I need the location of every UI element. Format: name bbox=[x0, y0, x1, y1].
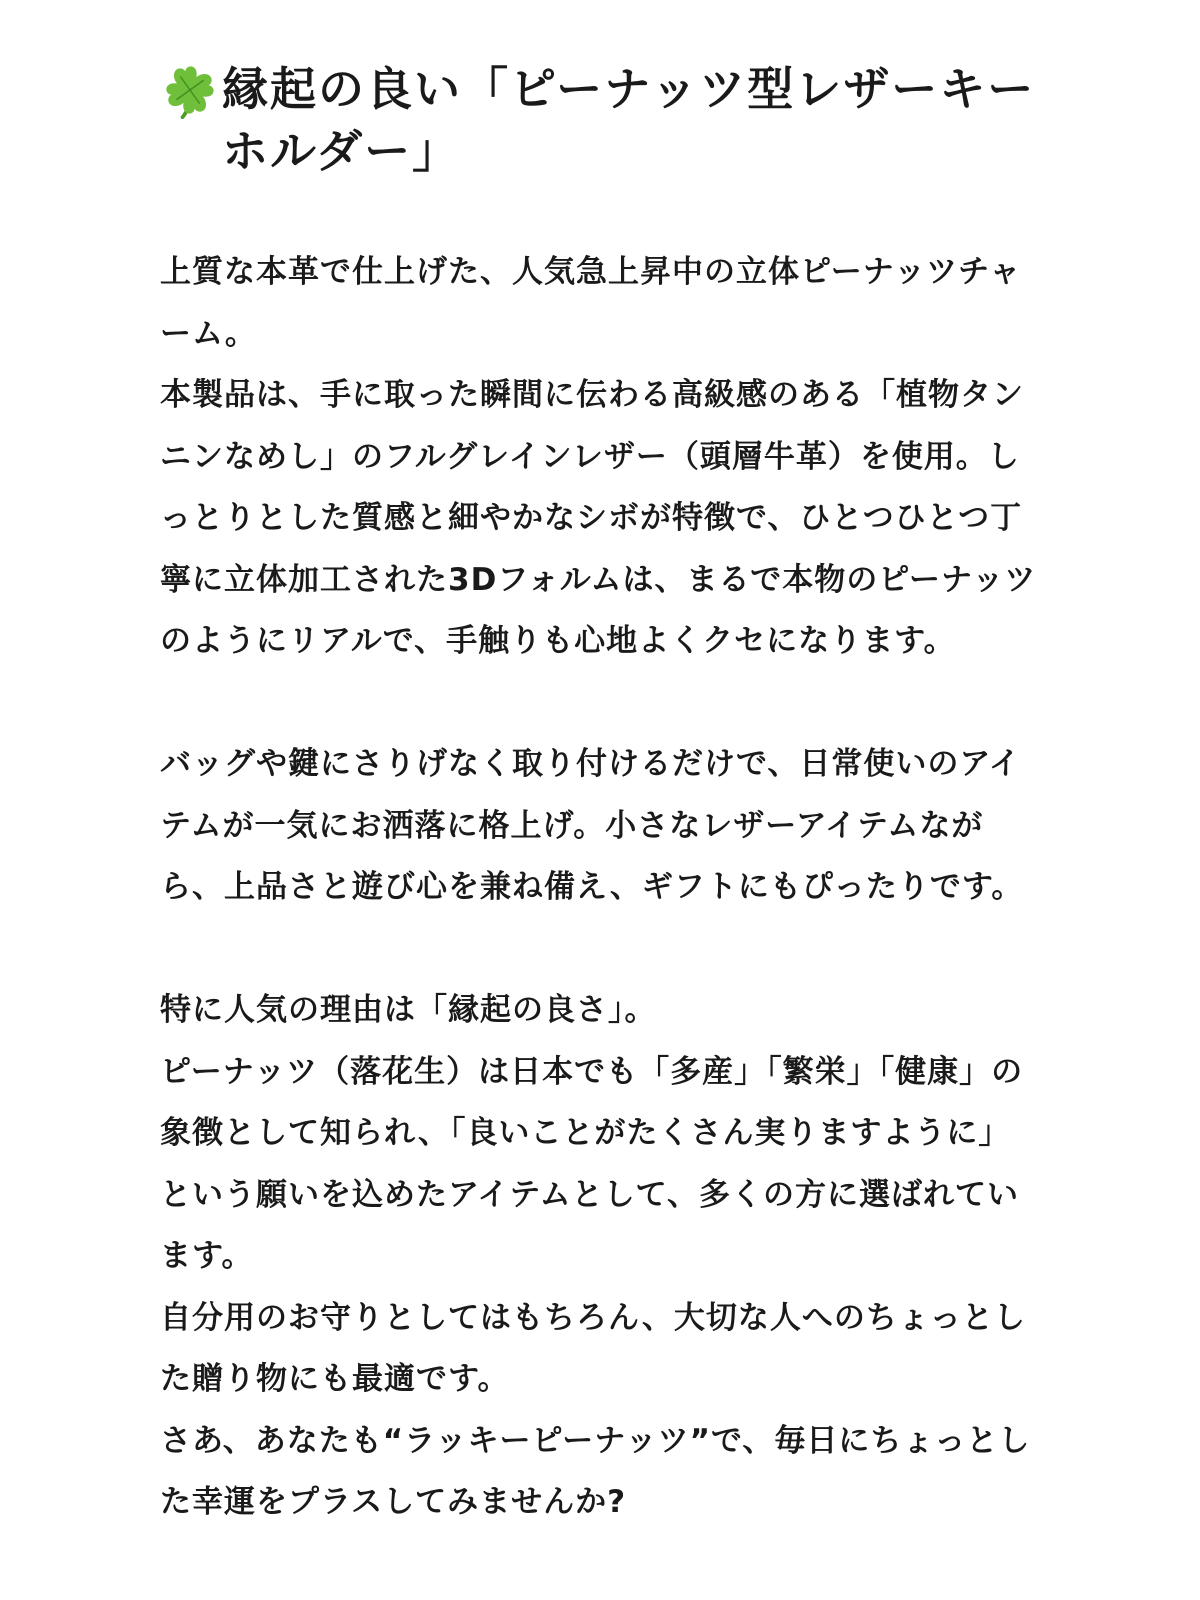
paragraph: バッグや鍵にさりげなく取り付けるだけで、日常使いのアイテムが一気にお洒落に格上げ。小さなレザーアイテムながら、上品さと遊び心を兼ね備え、ギフトにもぴったりです。 bbox=[160, 746, 1024, 905]
paragraph: さあ、あなたも“ラッキーピーナッツ”で、毎日にちょっとした幸運をプラスしてみませんか? bbox=[160, 1422, 1031, 1520]
page-title-text: 縁起の良い「ピーナッツ型レザーキーホルダー」 bbox=[222, 62, 1036, 178]
paragraph: ピーナッツ（落花生）は日本でも「多産」「繁栄」「健康」の象徴として知られ、「良いことがたくさん実りますように」という願いを込めたアイテムとして、多くの方に選ばれています。 bbox=[160, 1053, 1024, 1274]
paragraph: 上質な本革で仕上げた、人気急上昇中の立体ピーナッツチャーム。 bbox=[160, 254, 1022, 352]
description-body bbox=[160, 242, 1040, 1534]
paragraph: 特に人気の理由は「縁起の良さ」。 bbox=[160, 992, 657, 1028]
paragraph-spacer bbox=[160, 919, 1040, 981]
paragraph-spacer bbox=[160, 673, 1040, 735]
product-description bbox=[160, 58, 1040, 1534]
paragraph: 自分用のお守りとしてはもちろん、大切な人へのちょっとした贈り物にも最適です。 bbox=[160, 1299, 1026, 1397]
paragraph: 本製品は、手に取った瞬間に伝わる高級感のある「植物タンニンなめし」のフルグレインレザー（頭層牛革）を使用。しっとりとした質感と細やかなシボが特徴で、ひとつひとつ丁寧に立体加工された3Dフォルムは、まるで本物のピーナッツのようにリアルで、手触りも心地よくクセになります。 bbox=[160, 377, 1037, 659]
page-title bbox=[160, 58, 1040, 182]
four-leaf-clover-icon bbox=[160, 60, 220, 120]
